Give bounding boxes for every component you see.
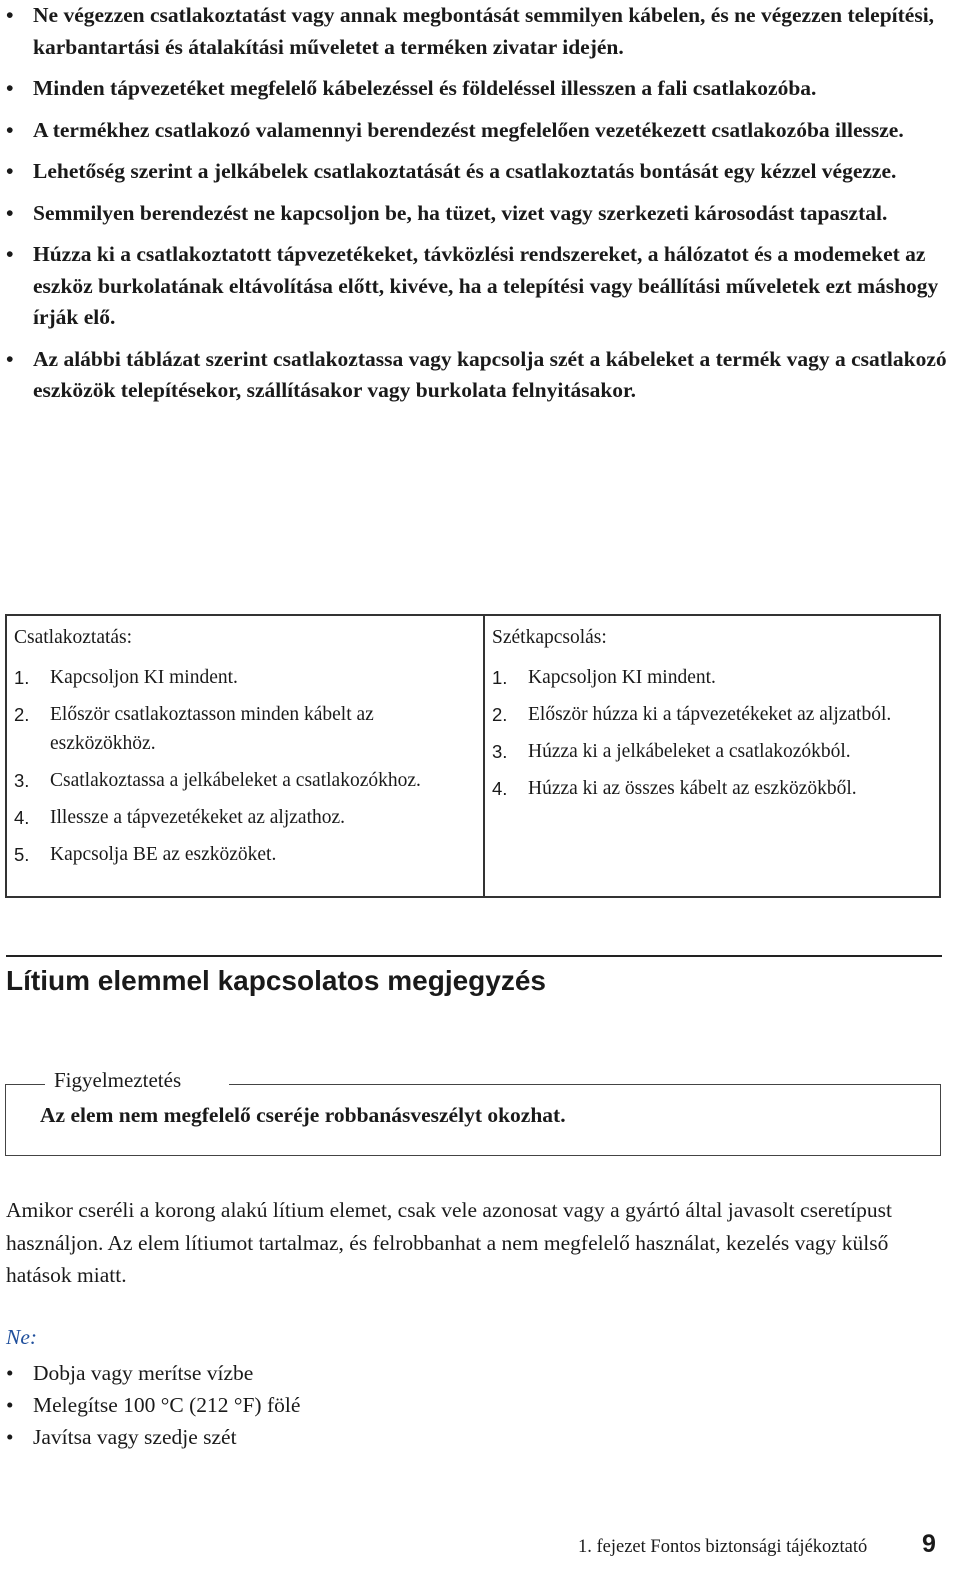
bullet-icon: • (6, 242, 14, 266)
do-not-label: Ne: (6, 1325, 38, 1349)
bullet-icon: • (6, 1361, 14, 1385)
disconnect-step: 3. Húzza ki a jelkábeleket a csatlakozókból. (492, 741, 851, 762)
connect-step: 1. Kapcsoljon KI mindent. (14, 667, 238, 688)
footer-chapter: 1. fejezet Fontos biztonsági tájékoztató (578, 1537, 868, 1557)
safety-bullet-list (6, 0, 956, 417)
connect-column (7, 616, 485, 896)
connect-step: 4. Illessze a tápvezetékeket az aljzathoz. (14, 807, 346, 828)
bullet-icon: • (6, 76, 14, 100)
disconnect-step: 1. Kapcsoljon KI mindent. (492, 667, 716, 688)
do-not-list (6, 1357, 300, 1453)
bullet-icon: • (6, 159, 14, 183)
list-item: • Az alábbi táblázat szerint csatlakoztassa vagy kapcsolja szét a kábeleket a termék vagy a csatlakozó eszközök telepítésekor, szállításakor vagy burkolata felnyitásakor. (6, 344, 956, 407)
list-item: • A termékhez csatlakozó valamennyi berendezést megfelelően vezetékezett csatlakozóba illessze. (6, 115, 956, 147)
caution-box (5, 1068, 941, 1156)
caution-text: Az elem nem megfelelő cseréje robbanásveszélyt okozhat. (40, 1103, 566, 1127)
list-item: • Dobja vagy merítse vízbe (6, 1357, 300, 1389)
disconnect-step: 4. Húzza ki az összes kábelt az eszközökből. (492, 778, 857, 799)
list-item: • Minden tápvezetéket megfelelő kábelezéssel és földeléssel illesszen a fali csatlakozóba. (6, 73, 956, 105)
connection-table (5, 614, 941, 898)
list-item: • Semmilyen berendezést ne kapcsoljon be, ha tüzet, vizet vagy szerkezeti károsodást tapasztal. (6, 198, 956, 230)
disconnect-header: Szétkapcsolás: (492, 627, 607, 648)
bullet-icon: • (6, 117, 14, 142)
bullet-icon: • (6, 1393, 14, 1417)
connect-header: Csatlakoztatás: (14, 627, 133, 648)
bullet-icon: • (6, 1425, 14, 1449)
bullet-icon: • (6, 346, 14, 371)
connect-step: 2. Először csatlakoztasson minden kábelt az eszközökhöz. (14, 704, 374, 754)
page-number: 9 (922, 1530, 936, 1558)
caution-title: Figyelmeztetés (54, 1068, 182, 1092)
section-title: Lítium elemmel kapcsolatos megjegyzés (6, 955, 942, 997)
divider (229, 1084, 941, 1085)
list-item: • Ne végezzen csatlakoztatást vagy annak megbontását semmilyen kábelen, és ne végezzen telepítési, karbantartási és átalakítási műveletet a terméken zivatar idején. (6, 0, 956, 63)
bullet-icon: • (6, 200, 14, 225)
list-item: • Javítsa vagy szedje szét (6, 1421, 300, 1453)
disconnect-step: 2. Először húzza ki a tápvezetékeket az aljzatból. (492, 704, 892, 725)
connect-step: 5. Kapcsolja BE az eszközöket. (14, 844, 277, 865)
battery-paragraph: Amikor cseréli a korong alakú lítium elemet, csak vele azonosat vagy a gyártó által javasolt cseretípust használjon. Az elem lítiumot tartalmaz, és felrobbanhat a nem megfelelő használat, kezelés vagy külső hatások miatt. (6, 1198, 892, 1287)
list-item: • Melegítse 100 °C (212 °F) fölé (6, 1389, 300, 1421)
connect-step: 3. Csatlakoztassa a jelkábeleket a csatlakozókhoz. (14, 770, 421, 791)
list-item: • Húzza ki a csatlakoztatott tápvezetékeket, távközlési rendszereket, a hálózatot és a modemeket az eszköz burkolatának eltávolítása előtt, kivéve, ha a telepítési vagy beállítási műveletek ezt máshogy írják elő. (6, 239, 956, 334)
list-item: • Lehetőség szerint a jelkábelek csatlakoztatását és a csatlakoztatás bontását egy kézzel végezze. (6, 156, 956, 188)
divider (5, 1084, 45, 1085)
disconnect-column (485, 616, 939, 896)
bullet-icon: • (6, 3, 14, 27)
